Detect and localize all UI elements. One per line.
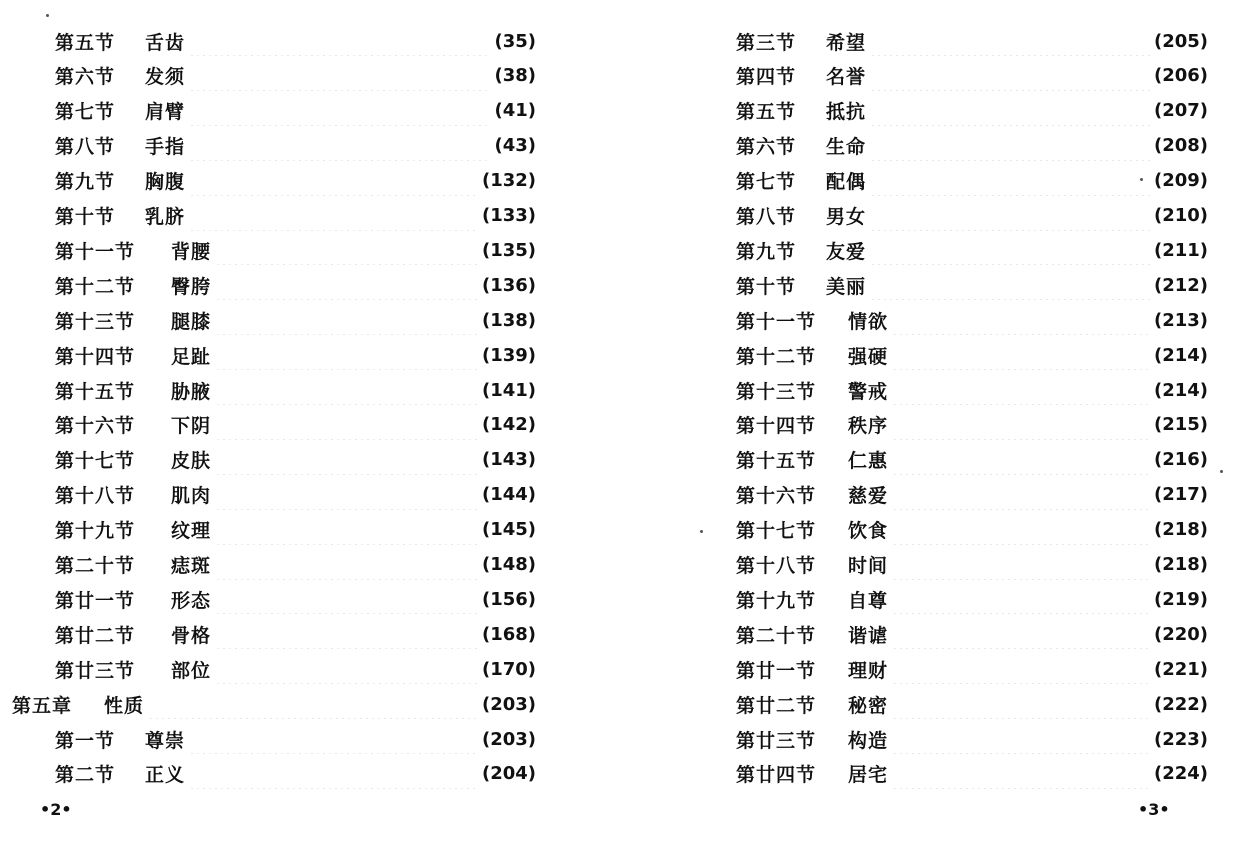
page-reference: (209) bbox=[1153, 170, 1208, 192]
section-number: 第十节 bbox=[736, 275, 797, 298]
page-reference: (214) bbox=[1153, 379, 1208, 401]
dot-leader bbox=[189, 759, 478, 789]
toc-entry bbox=[736, 410, 1208, 440]
dot-leader bbox=[870, 96, 1150, 126]
section-number: 第十一节 bbox=[55, 240, 136, 263]
page-reference: (218) bbox=[1153, 519, 1208, 541]
toc-entry bbox=[55, 26, 536, 56]
section-number: 第廿二节 bbox=[736, 694, 817, 717]
toc-entry bbox=[55, 270, 536, 300]
toc-entry bbox=[55, 235, 536, 265]
section-number: 第十七节 bbox=[736, 520, 817, 543]
section-title: 背腰 bbox=[171, 240, 212, 263]
page-reference: (203) bbox=[481, 693, 536, 715]
toc-chapter-entry bbox=[12, 689, 536, 719]
section-title: 性质 bbox=[104, 694, 145, 717]
page-reference: (210) bbox=[1153, 205, 1208, 226]
toc-entry bbox=[736, 654, 1208, 684]
section-number: 第十六节 bbox=[55, 415, 136, 438]
dot-leader bbox=[215, 654, 478, 684]
section-title: 尊崇 bbox=[145, 729, 186, 752]
toc-entry bbox=[736, 201, 1208, 231]
dot-leader bbox=[189, 724, 478, 754]
toc-entry bbox=[736, 759, 1208, 789]
section-number: 第七节 bbox=[55, 101, 116, 124]
scan-speck bbox=[1220, 470, 1223, 473]
page-number: •2• bbox=[40, 800, 72, 819]
page-reference: (223) bbox=[1153, 728, 1208, 750]
dot-leader bbox=[215, 515, 478, 545]
dot-leader bbox=[892, 480, 1150, 510]
page-reference: (135) bbox=[481, 239, 536, 261]
page-reference: (222) bbox=[1153, 693, 1208, 715]
section-number: 第二十节 bbox=[736, 624, 817, 647]
section-number: 第十九节 bbox=[55, 520, 136, 543]
dot-leader bbox=[189, 166, 478, 196]
dot-leader bbox=[892, 724, 1150, 754]
section-title: 抵抗 bbox=[826, 101, 867, 124]
toc-entry bbox=[55, 759, 536, 789]
page-reference: (43) bbox=[494, 135, 536, 157]
section-title: 形态 bbox=[171, 589, 212, 612]
section-title: 名誉 bbox=[826, 66, 867, 89]
toc-entry bbox=[736, 305, 1208, 335]
toc-entry bbox=[736, 131, 1208, 161]
section-title: 腿膝 bbox=[171, 310, 212, 333]
section-title: 居宅 bbox=[848, 764, 889, 787]
page-reference: (38) bbox=[494, 65, 536, 87]
dot-leader bbox=[215, 305, 478, 335]
page-reference: (203) bbox=[481, 728, 536, 750]
section-title: 胁腋 bbox=[171, 380, 212, 403]
dot-leader bbox=[892, 410, 1150, 440]
dot-leader bbox=[215, 619, 478, 649]
page-reference: (141) bbox=[481, 379, 536, 401]
section-number: 第廿一节 bbox=[736, 659, 817, 682]
toc-entry bbox=[736, 689, 1208, 719]
section-number: 第十三节 bbox=[736, 380, 817, 403]
dot-leader bbox=[870, 131, 1150, 161]
toc-entry bbox=[55, 201, 536, 231]
page-reference: (220) bbox=[1153, 623, 1208, 645]
section-number: 第十五节 bbox=[736, 450, 817, 473]
dot-leader bbox=[215, 375, 478, 405]
right-page bbox=[618, 0, 1236, 848]
dot-leader bbox=[870, 61, 1150, 91]
section-number: 第一节 bbox=[55, 729, 116, 752]
section-number: 第十九节 bbox=[736, 589, 817, 612]
dot-leader bbox=[892, 375, 1150, 405]
toc-entry bbox=[55, 410, 536, 440]
section-title: 痣斑 bbox=[171, 555, 212, 577]
toc-entry bbox=[55, 724, 536, 754]
dot-leader bbox=[892, 305, 1150, 335]
section-title: 美丽 bbox=[826, 275, 867, 298]
section-title: 生命 bbox=[826, 136, 867, 159]
dot-leader bbox=[189, 26, 490, 56]
toc-entry bbox=[736, 340, 1208, 370]
toc-entry bbox=[55, 654, 536, 684]
section-title: 友爱 bbox=[826, 240, 867, 263]
page-reference: (215) bbox=[1153, 414, 1208, 436]
dot-leader bbox=[870, 235, 1150, 265]
section-title: 臀胯 bbox=[171, 275, 212, 298]
toc-entry bbox=[736, 26, 1208, 56]
dot-leader bbox=[189, 61, 490, 91]
section-title: 配偶 bbox=[826, 171, 867, 194]
toc-entry bbox=[55, 375, 536, 405]
section-title: 秘密 bbox=[848, 694, 889, 717]
section-title: 部位 bbox=[171, 659, 212, 682]
page-reference: (207) bbox=[1153, 100, 1208, 122]
scan-speck bbox=[46, 14, 49, 17]
page-reference: (221) bbox=[1153, 658, 1208, 680]
section-title: 舌齿 bbox=[145, 31, 186, 54]
section-title: 秩序 bbox=[848, 415, 889, 438]
dot-leader bbox=[892, 654, 1150, 684]
section-number: 第十三节 bbox=[55, 310, 136, 333]
section-title: 纹理 bbox=[171, 520, 212, 543]
section-number: 第十七节 bbox=[55, 450, 136, 473]
toc-entry bbox=[55, 480, 536, 510]
section-title: 时间 bbox=[848, 555, 889, 577]
toc-entry bbox=[736, 480, 1208, 510]
page-reference: (145) bbox=[481, 519, 536, 541]
section-number: 第五节 bbox=[736, 101, 797, 124]
section-title: 仁惠 bbox=[848, 450, 889, 473]
page-reference: (144) bbox=[481, 484, 536, 506]
toc-entry bbox=[736, 550, 1208, 580]
dot-leader bbox=[189, 96, 490, 126]
section-number: 第六节 bbox=[55, 66, 116, 89]
section-title: 肌肉 bbox=[171, 485, 212, 508]
page-reference: (142) bbox=[481, 414, 536, 436]
section-number: 第十二节 bbox=[736, 345, 817, 368]
toc-entry bbox=[55, 131, 536, 161]
section-number: 第五节 bbox=[55, 31, 116, 54]
dot-leader bbox=[148, 689, 478, 719]
page-reference: (132) bbox=[481, 170, 536, 192]
page-reference: (204) bbox=[481, 763, 536, 785]
toc-entry bbox=[736, 584, 1208, 614]
toc-entry bbox=[736, 619, 1208, 649]
section-number: 第十一节 bbox=[736, 310, 817, 333]
section-number: 第十节 bbox=[55, 206, 116, 228]
section-number: 第五章 bbox=[12, 694, 73, 717]
dot-leader bbox=[892, 759, 1150, 789]
section-number: 第十八节 bbox=[736, 555, 817, 577]
page-reference: (219) bbox=[1153, 588, 1208, 610]
dot-leader bbox=[215, 480, 478, 510]
section-number: 第三节 bbox=[736, 31, 797, 54]
page-reference: (212) bbox=[1153, 274, 1208, 296]
toc-entry bbox=[55, 584, 536, 614]
dot-leader bbox=[870, 166, 1150, 196]
dot-leader bbox=[215, 235, 478, 265]
page-reference: (156) bbox=[481, 588, 536, 610]
section-title: 谐谑 bbox=[848, 624, 889, 647]
page-reference: (170) bbox=[481, 658, 536, 680]
section-number: 第二十节 bbox=[55, 555, 136, 577]
page-reference: (224) bbox=[1153, 763, 1208, 785]
toc-entry bbox=[55, 550, 536, 580]
section-number: 第九节 bbox=[736, 240, 797, 263]
section-title: 皮肤 bbox=[171, 450, 212, 473]
page-reference: (148) bbox=[481, 554, 536, 575]
section-number: 第十八节 bbox=[55, 485, 136, 508]
section-number: 第七节 bbox=[736, 171, 797, 194]
toc-entry bbox=[736, 96, 1208, 126]
dot-leader bbox=[215, 340, 478, 370]
toc-entry bbox=[55, 96, 536, 126]
page-reference: (143) bbox=[481, 449, 536, 471]
section-title: 骨格 bbox=[171, 624, 212, 647]
section-title: 慈爱 bbox=[848, 485, 889, 508]
dot-leader bbox=[892, 515, 1150, 545]
toc-entry bbox=[736, 724, 1208, 754]
section-title: 肩臂 bbox=[145, 101, 186, 124]
page-reference: (218) bbox=[1153, 554, 1208, 575]
dot-leader bbox=[215, 270, 478, 300]
page-reference: (138) bbox=[481, 309, 536, 331]
section-number: 第十四节 bbox=[736, 415, 817, 438]
page-reference: (216) bbox=[1153, 449, 1208, 471]
dot-leader bbox=[215, 410, 478, 440]
dot-leader bbox=[189, 201, 478, 231]
section-title: 下阴 bbox=[171, 415, 212, 438]
section-title: 乳脐 bbox=[145, 206, 186, 228]
toc-entry bbox=[55, 61, 536, 91]
toc-entry bbox=[736, 166, 1208, 196]
toc-entry bbox=[736, 235, 1208, 265]
toc-entry bbox=[736, 61, 1208, 91]
dot-leader bbox=[870, 270, 1150, 300]
page-reference: (214) bbox=[1153, 344, 1208, 366]
toc-entry bbox=[736, 515, 1208, 545]
section-title: 希望 bbox=[826, 31, 867, 54]
dot-leader bbox=[892, 584, 1150, 614]
section-number: 第四节 bbox=[736, 66, 797, 89]
toc-entry bbox=[736, 375, 1208, 405]
section-number: 第十四节 bbox=[55, 345, 136, 368]
section-title: 警戒 bbox=[848, 380, 889, 403]
section-title: 自尊 bbox=[848, 589, 889, 612]
section-number: 第廿三节 bbox=[55, 659, 136, 682]
page-number: •3• bbox=[1138, 800, 1170, 819]
section-title: 理财 bbox=[848, 659, 889, 682]
section-number: 第廿二节 bbox=[55, 624, 136, 647]
dot-leader bbox=[215, 584, 478, 614]
section-number: 第八节 bbox=[55, 136, 116, 159]
page-reference: (136) bbox=[481, 274, 536, 296]
dot-leader bbox=[215, 550, 478, 580]
section-number: 第八节 bbox=[736, 206, 797, 228]
page-reference: (133) bbox=[481, 205, 536, 226]
section-number: 第廿一节 bbox=[55, 589, 136, 612]
page-reference: (205) bbox=[1153, 30, 1208, 52]
section-number: 第十六节 bbox=[736, 485, 817, 508]
page-reference: (213) bbox=[1153, 309, 1208, 331]
dot-leader bbox=[892, 550, 1150, 580]
page-reference: (41) bbox=[494, 100, 536, 122]
toc-entry bbox=[736, 270, 1208, 300]
toc-entry bbox=[55, 445, 536, 475]
section-number: 第十五节 bbox=[55, 380, 136, 403]
toc-entry bbox=[55, 305, 536, 335]
section-title: 饮食 bbox=[848, 520, 889, 543]
dot-leader bbox=[892, 340, 1150, 370]
dot-leader bbox=[892, 689, 1150, 719]
page-reference: (208) bbox=[1153, 135, 1208, 157]
section-title: 足趾 bbox=[171, 345, 212, 368]
dot-leader bbox=[892, 619, 1150, 649]
page-reference: (139) bbox=[481, 344, 536, 366]
dot-leader bbox=[870, 201, 1150, 231]
section-title: 胸腹 bbox=[145, 171, 186, 194]
dot-leader bbox=[892, 445, 1150, 475]
page-reference: (35) bbox=[494, 30, 536, 52]
page-reference: (217) bbox=[1153, 484, 1208, 506]
section-title: 发须 bbox=[145, 66, 186, 89]
section-title: 构造 bbox=[848, 729, 889, 752]
section-title: 情欲 bbox=[848, 310, 889, 333]
scan-speck bbox=[700, 530, 703, 533]
section-number: 第九节 bbox=[55, 171, 116, 194]
toc-entry bbox=[55, 340, 536, 370]
section-number: 第十二节 bbox=[55, 275, 136, 298]
section-number: 第廿三节 bbox=[736, 729, 817, 752]
section-number: 第廿四节 bbox=[736, 764, 817, 787]
section-number: 第二节 bbox=[55, 764, 116, 787]
page-reference: (206) bbox=[1153, 65, 1208, 87]
page-reference: (168) bbox=[481, 623, 536, 645]
toc-entry bbox=[736, 445, 1208, 475]
section-title: 正义 bbox=[145, 764, 186, 787]
dot-leader bbox=[215, 445, 478, 475]
section-title: 强硬 bbox=[848, 345, 889, 368]
page-reference: (211) bbox=[1153, 239, 1208, 261]
toc-entry bbox=[55, 619, 536, 649]
dot-leader bbox=[870, 26, 1150, 56]
toc-entry bbox=[55, 515, 536, 545]
section-number: 第六节 bbox=[736, 136, 797, 159]
section-title: 男女 bbox=[826, 206, 867, 228]
scan-speck bbox=[1140, 178, 1143, 181]
section-title: 手指 bbox=[145, 136, 186, 159]
toc-entry bbox=[55, 166, 536, 196]
dot-leader bbox=[189, 131, 490, 161]
